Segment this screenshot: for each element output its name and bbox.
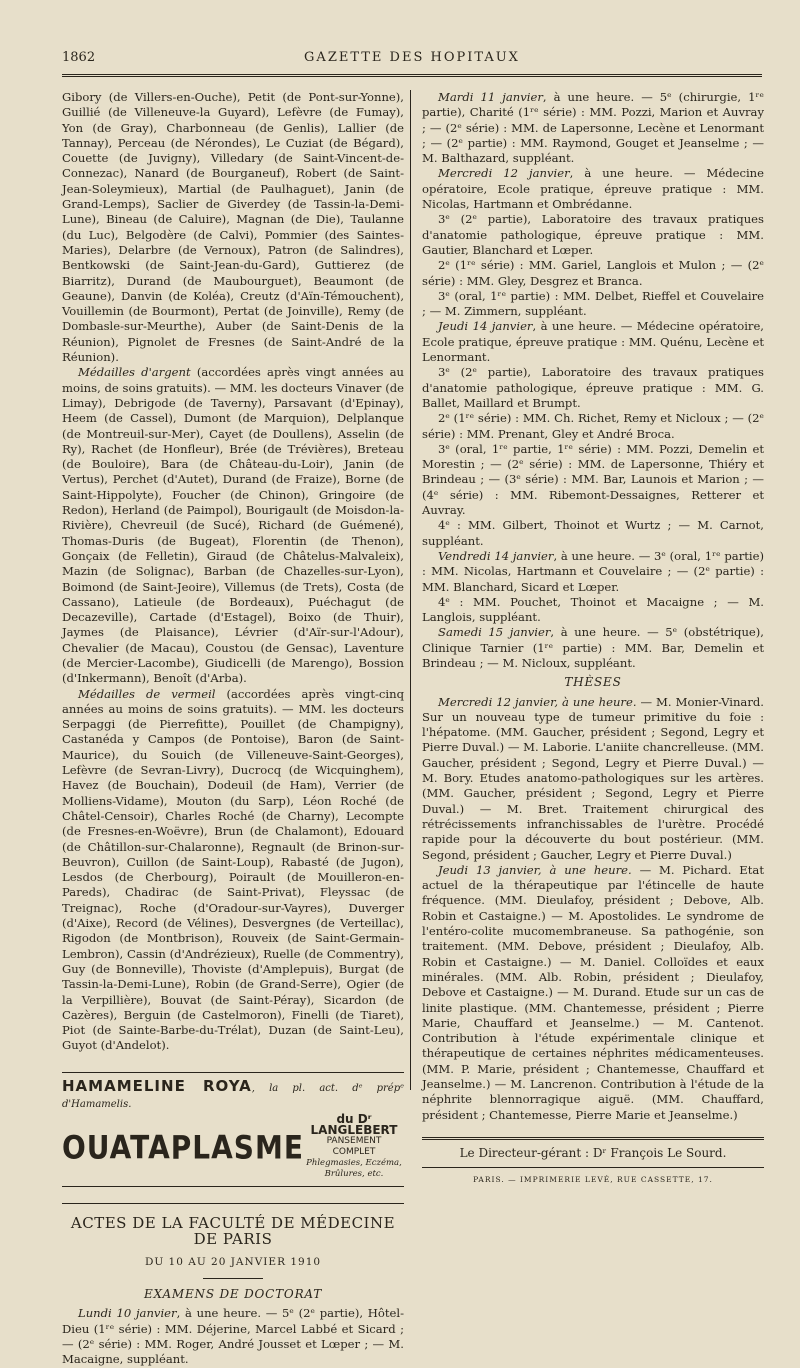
monday-label: Lundi 10 janvier: [78, 1306, 177, 1321]
silver-medals-text: (accordées après vingt années au moins, de soins gratuits). — MM. les docteurs Vinaver (de Limay), Debrigode (de Taverny), Parsavant (d'Epinay), Heem (de Cassel), Dumont (de Marquion), Delplanque (de Montreuil-sur-Mer), Cayet (de Doullens), Asselin (de Ry), Rachet (de Honfleur), Brée (de Trévières), Breteau (de Bouloire), Bara (de Château-du-Loir), Janin (de Vertus), Perchet (d'Autet), Durand (de Fraize), Borne (de Saint-Hippolyte), Foucher (de Chinon), Gringoire (de Redon), Herland (de Paimpol), Bourigault (de Moisdon-la-Rivière), Chevreuil (de Sucé), Richard (de Guémené), Thomas-Duris (de Bugeat), Florentin (de Thenon), Gonçaix (de Felletin), Giraud (de Châtelus-Malvaleix), Mazin (de Solignac), Barban (de Chazelles-sur-Lyon), Boimond (de Saint-Jeoire), Villemus (de Trets), Costa (de Cassano), Latieule (de Bordeaux), Puéchagut (de Decazeville), Cartade (d'Estagel), Boixo (de Thuir), Jaymes (de Plaisance), Lévrier (d'Aïr-sur-l'Adour), Chevalier (de Macau), Coustou (de Gensac), Laventure (de Mercier-Lacombe), Giudicelli (de Marengo), Bossion (d'Inkermann), Benoît (d'Arba).: [62, 365, 404, 686]
ad-brand-note: , la pl. act. dᵉ prépᵉ d'Hamamelis.: [62, 1082, 404, 1110]
wednesday-exam-3-oral: 3ᵉ (oral, 1ʳᵉ partie) : MM. Delbet, Rieffel et Couvelaire ; — M. Zimmern, suppléant.: [422, 288, 764, 319]
ad-brand: HAMAMELINE ROYA: [62, 1076, 252, 1095]
exams-subheading: EXAMENS DE DOCTORAT: [143, 1287, 323, 1302]
tuesday-exams-paragraph: [422, 90, 764, 166]
advertisement: [62, 1072, 404, 1188]
ad-product-row: [62, 1114, 404, 1180]
saturday-label: Samedi 15 janvier: [438, 625, 551, 640]
friday-label: Vendredi 14 janvier: [438, 548, 554, 563]
thursday-exams-paragraph: [422, 319, 764, 365]
wednesday-exam-3-2: 3ᵉ (2ᵉ partie), Laboratoire des travaux pratiques d'anatomie pathologique, épreuve pratique : MM. Gautier, Blanchard et Lœper.: [422, 212, 764, 257]
theses-thursday-label: Jeudi 13 janvier, à une heure.: [438, 862, 632, 877]
ad-details: [304, 1114, 404, 1180]
footer-rule: [422, 1137, 764, 1140]
friday-text: , à une heure. — 3ᵉ (oral, 1ʳᵉ partie) : MM. Nicolas, Hartmann et Couvelaire ; — (2ᵉ partie) : MM. Blanchard, Sicard et Lœper.: [422, 548, 764, 594]
thursday-text: , à une heure. — Médecine opératoire, Ecole pratique, épreuve pratique : MM. Quénu, Lecène et Lenormant.: [422, 319, 764, 365]
thursday-exam-3-2: 3ᵉ (2ᵉ partie), Laboratoire des travaux pratiques d'anatomie pathologique, épreuve pratique : MM. G. Ballet, Maillard et Brumpt.: [422, 365, 764, 410]
tuesday-label: Mardi 11 janvier: [438, 90, 543, 104]
vermeil-medals-text: (accordées après vingt-cinq années au moins de soins gratuits). — MM. les docteurs Serpaggi (de Pierrefitte), Pouillet (de Champigny), Castanéda y Campos (de Pontoise), Baron (de Saint-Maurice), du Souich (de Villeneuve-Saint-Georges), Lefèvre (de Sevran-Livry), Ducrocq (de Wicquinghem), Havez (de Bouchain), Dodeuil (de Ham), Verrier (de Molliens-Vidame), Mouton (du Sarp), Léon Roché (de Châtel-Censoir), Charles Roché (de Charny), Lecompte (de Fresnes-en-Woëvre), Brun (de Chalamont), Edouard (de Châtillon-sur-Chalaronne), Regnault (de Brinon-sur-Beuvron), Cuillon (de Saint-Loup), Rabasté (de Jugon), Lesdos (de Cherbourg), Poirault (de Mouilleron-en-Pareds), Chadirac (de Saint-Privat), Fleyssac (de Treignac), Roche (d'Oradour-sur-Vayres), Duverger (d'Aixe), Record (de Vélines), Desvergnes (de Verteillac), Rigodon (de Montbrison), Rouveix (de Saint-Germain-Lembron), Cassin (d'Andrézieux), Ruelle (de Commentry), Guy (de Bonneville), Thoviste (d'Amplepuis), Burgat (de Tassin-la-Demi-Lune), Robin (de Grand-Serre), Ogier (de la Verpillière), Bouvat (de Saint-Péray), Sicardon (de Cazères), Berguin (de Castelmoron), Finelli (de Tiaret), Piot (de Sainte-Barbe-du-Trélat), Duzan (de Saint-Leu), Guyot (d'Andelot).: [62, 686, 404, 1053]
saturday-exams-paragraph: [422, 625, 764, 671]
ad-maker: du Dʳ LANGLEBERT: [310, 1112, 398, 1138]
theses-thursday-paragraph: [422, 863, 764, 1123]
left-column: [62, 90, 404, 1368]
header-rule: [62, 74, 762, 77]
section-rule: [62, 1203, 404, 1204]
wednesday-label: Mercredi 12 janvier: [438, 166, 570, 181]
vermeil-medals-paragraph: [62, 687, 404, 1054]
thursday-label: Jeudi 14 janvier: [438, 319, 533, 334]
ad-uses: Phlegmasies, Eczéma, Brûlures, etc.: [306, 1158, 402, 1180]
wednesday-exams-paragraph: [422, 166, 764, 212]
section-dates: DU 10 AU 20 JANVIER 1910: [144, 1255, 322, 1268]
theses-wednesday-paragraph: [422, 695, 764, 863]
page-number: 1862: [62, 50, 96, 65]
theses-wednesday-label: Mercredi 12 janvier, à une heure.: [438, 694, 637, 709]
wednesday-text: , à une heure. — Médecine opératoire, Ecole pratique, épreuve pratique : MM. Nicolas, Hartmann et Ombrédanne.: [422, 166, 765, 212]
thursday-exam-3-oral: 3ᵉ (oral, 1ʳᵉ partie, 1ʳᵉ série) : MM. Pozzi, Demelin et Morestin ; — (2ᵉ série) : MM. de Lapersonne, Thiéry et Brindeau ; — (3ᵉ série) : MM. Bar, Launois et Marion ; — (4ᵉ série) : MM. Ribemont-Dessaignes, Retterer et Auvray.: [422, 441, 764, 518]
section-title: ACTES DE LA FACULTÉ DE MÉDECINE DE PARIS: [70, 1214, 396, 1248]
awards-list-continued: Gibory (de Villers-en-Ouche), Petit (de Pont-sur-Yonne), Guillié (de Villeneuve-la Guyard), Lefèvre (de Fumay), Yon (de Gray), Charbonneau (de Genlis), Lallier (de Tannay), Perceau (de Nérondes), Le Cuziat (de Bégard), Couette (de Juvigny), Villedary (de Saint-Vincent-de-Connezac), Nanard (de Bourganeuf), Robert (de Saint-Jean-Soleymieux), Martial (de Paulhaguet), Janin (de Grand-Lemps), Saclier de Giverdey (de Tassin-la-Demi-Lune), Bineau (de Caluire), Magnan (de Die), Taulanne (du Luc), Belgodère (de Calvi), Pommier (des Saintes-Maries), Delarbre (de Vernoux), Patron (de Salindres), Bentkowski (de Saint-Jean-du-Gard), Guttierez (de Biarritz), Durand (de Maubourguet), Beaumont (de Geaune), Danvin (de Koléa), Creutz (d'Aïn-Témouchent), Vouillemin (de Bourmont), Pertat (de Joinville), Remy (de Dombasle-sur-Meurthe), Auber (de Saint-Denis de la Réunion), Pignolet de Fresnes (de Saint-André de la Réunion).: [62, 90, 404, 365]
ad-subtitle: PANSEMENT COMPLET: [326, 1136, 382, 1158]
theses-wednesday-text: — M. Monier-Vinard. Sur un nouveau type de tumeur primitive du foie : l'hépatome. (MM. Gaucher, président ; Segond, Legry et Pierre Duval.) — M. Laborie. L'aniite chancrelleuse. (MM. Gaucher, président ; Segond, Legry et Pierre Duval.) — M. Bory. Etudes anatomo-pathologiques sur les artères. (MM. Gaucher, président ; Segond, Legry et Pierre Duval.) — M. Bret. Traitement chirurgical des rétrécissements infranchissables de l'urètre. Procédé rapide pour la découverte du bout postérieur. (MM. Segond, président ; Gaucher, Legry et Pierre Duval.): [422, 694, 764, 862]
thursday-exam-2: 2ᵉ (1ʳᵉ série) : MM. Ch. Richet, Remy et Nicloux ; — (2ᵉ série) : MM. Prenant, Gley et André Broca.: [422, 411, 764, 441]
wednesday-exam-2: 2ᵉ (1ʳᵉ série) : MM. Gariel, Langlois et Mulon ; — (2ᵉ série) : MM. Gley, Desgrez et Branca.: [422, 258, 764, 288]
tuesday-text: , à une heure. — 5ᵉ (chirurgie, 1ʳᵉ partie), Charité (1ʳᵉ série) : MM. Pozzi, Marion et Auvray ; — (2ᵉ série) : MM. de Lapersonne, Lecène et Lenormant ; — (2ᵉ partie) : MM. Raymond, Gouget et Jeanselme ; — M. Balthazard, suppléant.: [422, 90, 765, 166]
journal-title: GAZETTE DES HOPITAUX: [304, 50, 520, 65]
theses-thursday-text: — M. Pichard. Etat actuel de la thérapeutique par l'étincelle de haute fréquence. (MM. Dieulafoy, président ; Debove, Alb. Robin et Castaigne.) — M. Apostolides. Le syndrome de l'entéro-colite mucomembraneuse. Sa pathogénie, son traitement. (MM. Debove, président ; Dieulafoy, Alb. Robin et Castaigne.) — M. Daniel. Colloïdes et eaux minérales. (MM. Alb. Robin, président ; Dieulafoy, Debove et Castaigne.) — M. Durand. Etude sur un cas de linite plastique. (MM. Chantemesse, président ; Pierre Marie, Chauffard et Jeanselme.) — M. Cantenot. Contribution à l'étude expérimentale clinique et thérapeutique de certaines néphrites médicamenteuses. (MM. P. Marie, président ; Chantemesse, Chauffard et Jeanselme.) — M. Lancrenon. Contribution à l'étude de la néphrite blennorragique aiguë. (MM. Chauffard, président ; Chantemesse, Pierre Marie et Jeanselme.): [422, 862, 764, 1122]
saturday-text: , à une heure. — 5ᵉ (obstétrique), Clinique Tarnier (1ʳᵉ partie) : MM. Bar, Demelin et Brindeau ; — M. Nicloux, suppléant.: [422, 625, 764, 670]
short-rule: [203, 1278, 263, 1279]
page-footer: [422, 1137, 764, 1188]
vermeil-medals-label: Médailles de vermeil: [78, 686, 216, 701]
column-divider: [410, 90, 411, 1090]
page-header: [62, 50, 762, 72]
friday-exam-4: 4ᵉ : MM. Pouchet, Thoinot et Macaigne ; — M. Langlois, suppléant.: [422, 594, 764, 625]
friday-exams-paragraph: [422, 549, 764, 595]
silver-medals-label: Médailles d'argent: [78, 365, 191, 380]
thursday-exam-4: 4ᵉ : MM. Gilbert, Thoinot et Wurtz ; — M. Carnot, suppléant.: [422, 518, 764, 548]
monday-exams-paragraph: [62, 1306, 404, 1367]
ad-brand-line: [62, 1076, 404, 1113]
monday-text: , à une heure. — 5ᵉ (2ᵉ partie), Hôtel-Dieu (1ʳᵉ série) : MM. Déjerine, Marcel Labbé et Sicard ; — (2ᵉ série) : MM. Roger, André Jousset et Lœper ; — M. Macaigne, suppléant.: [62, 1306, 404, 1367]
footer-manager: Le Directeur-gérant : Dʳ François Le Sourd.: [459, 1145, 727, 1160]
right-column: [422, 90, 764, 1187]
silver-medals-paragraph: [62, 365, 404, 686]
theses-heading: THÈSES: [564, 675, 622, 690]
ad-product-name: OUATAPLASME: [62, 1128, 304, 1167]
footer-printer: PARIS. — IMPRIMERIE LEVÉ, RUE CASSETTE, 17.: [422, 1167, 764, 1187]
